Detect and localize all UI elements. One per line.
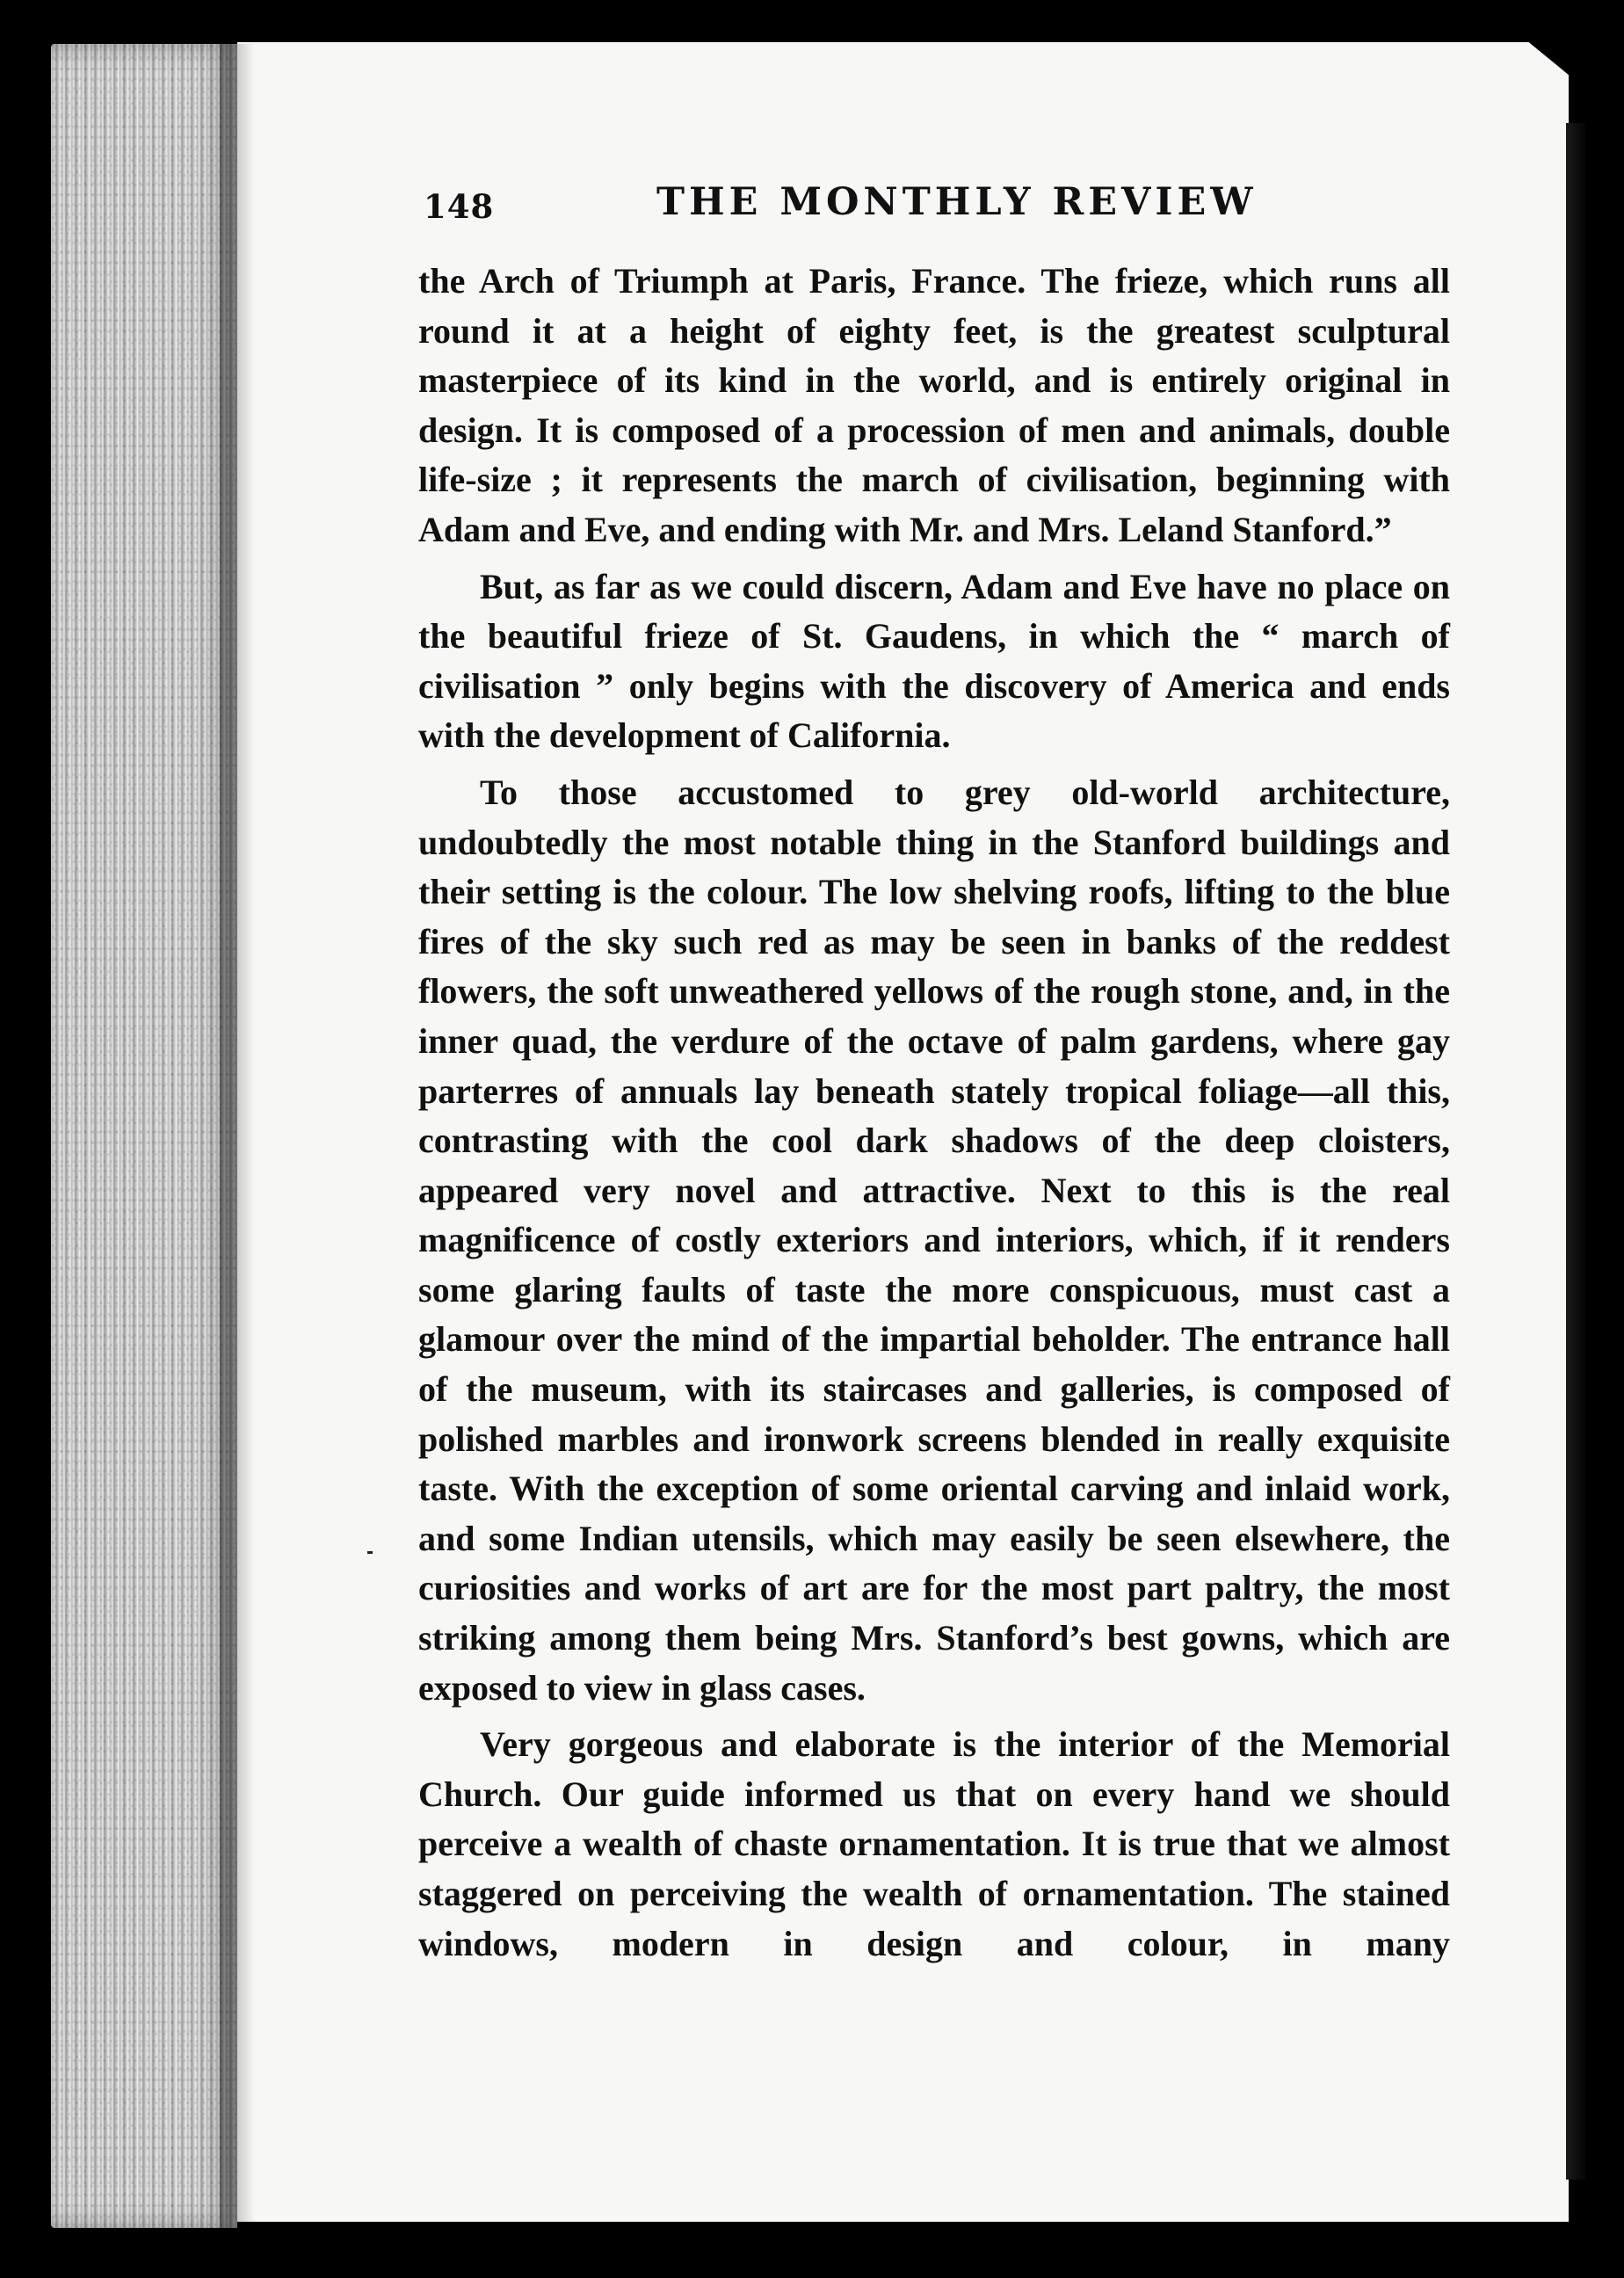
- page-number: 148: [424, 187, 495, 226]
- paragraph-3: To those accustomed to grey old-world architecture, undoubtedly the most notable thing in the Stanford buildings and their setting is the colour. The low shelving roofs, lifting to the blue fires of the sky such red as may be seen in banks of the reddest flowers, the soft unweathered yellows of the rough stone, and, in the inner quad, the verdure of the octave of palm gardens, where gay parterres of annuals lay beneath stately tropical foliage—all this, contrasting with the cool dark shadows of the deep cloisters, appeared very novel and attractive. Next to this is the real magnificence of costly exteriors and interiors, which, if it renders some glaring faults of taste the more conspicuous, must cast a glamour over the mind of the impartial beholder. The entrance hall of the museum, with its staircases and galleries, is composed of polished marbles and ironwork screens blended in really exquisite taste. With the exception of some oriental carving and inlaid work, and some Indian utensils, which may easily be seen elsewhere, the curiosities and works of art are for the most part paltry, the most striking among them being Mrs. Stanford’s best gowns, which are exposed to view in glass cases.: [418, 772, 1450, 1708]
- paragraph-2: But, as far as we could discern, Adam and Eve have no place on the beautiful frieze of St. Gaudens, in which the “ march of civilisation ” only begins with the discovery of America and ends with the development of California.: [418, 566, 1450, 756]
- gutter-shadow: [220, 44, 255, 2228]
- page-header: [424, 180, 1443, 242]
- paragraph-4: Very gorgeous and elaborate is the interior of the Memorial Church. Our guide informed us that on every hand we should perceive a wealth of chaste ornamentation. It is true that we almost staggered on perceiving the wealth of ornamentation. The stained windows, modern in design and colour, in many: [418, 1724, 1450, 1963]
- paragraph-1: the Arch of Triumph at Paris, France. The frieze, which runs all round it at a height of eighty feet, is the greatest sculptural masterpiece of its kind in the world, and is entirely original in design. It is composed of a procession of men and animals, double life-size ; it represents the march of civilisation, beginning with Adam and Eve, and ending with Mr. and Mrs. Leland Stanford.”: [418, 261, 1450, 549]
- ink-speck: [367, 1551, 373, 1554]
- body-text: [418, 257, 1450, 1976]
- book-page-edges: [51, 44, 237, 2228]
- running-title: THE MONTHLY REVIEW: [656, 180, 1258, 224]
- page-right-edge: [1566, 123, 1585, 2180]
